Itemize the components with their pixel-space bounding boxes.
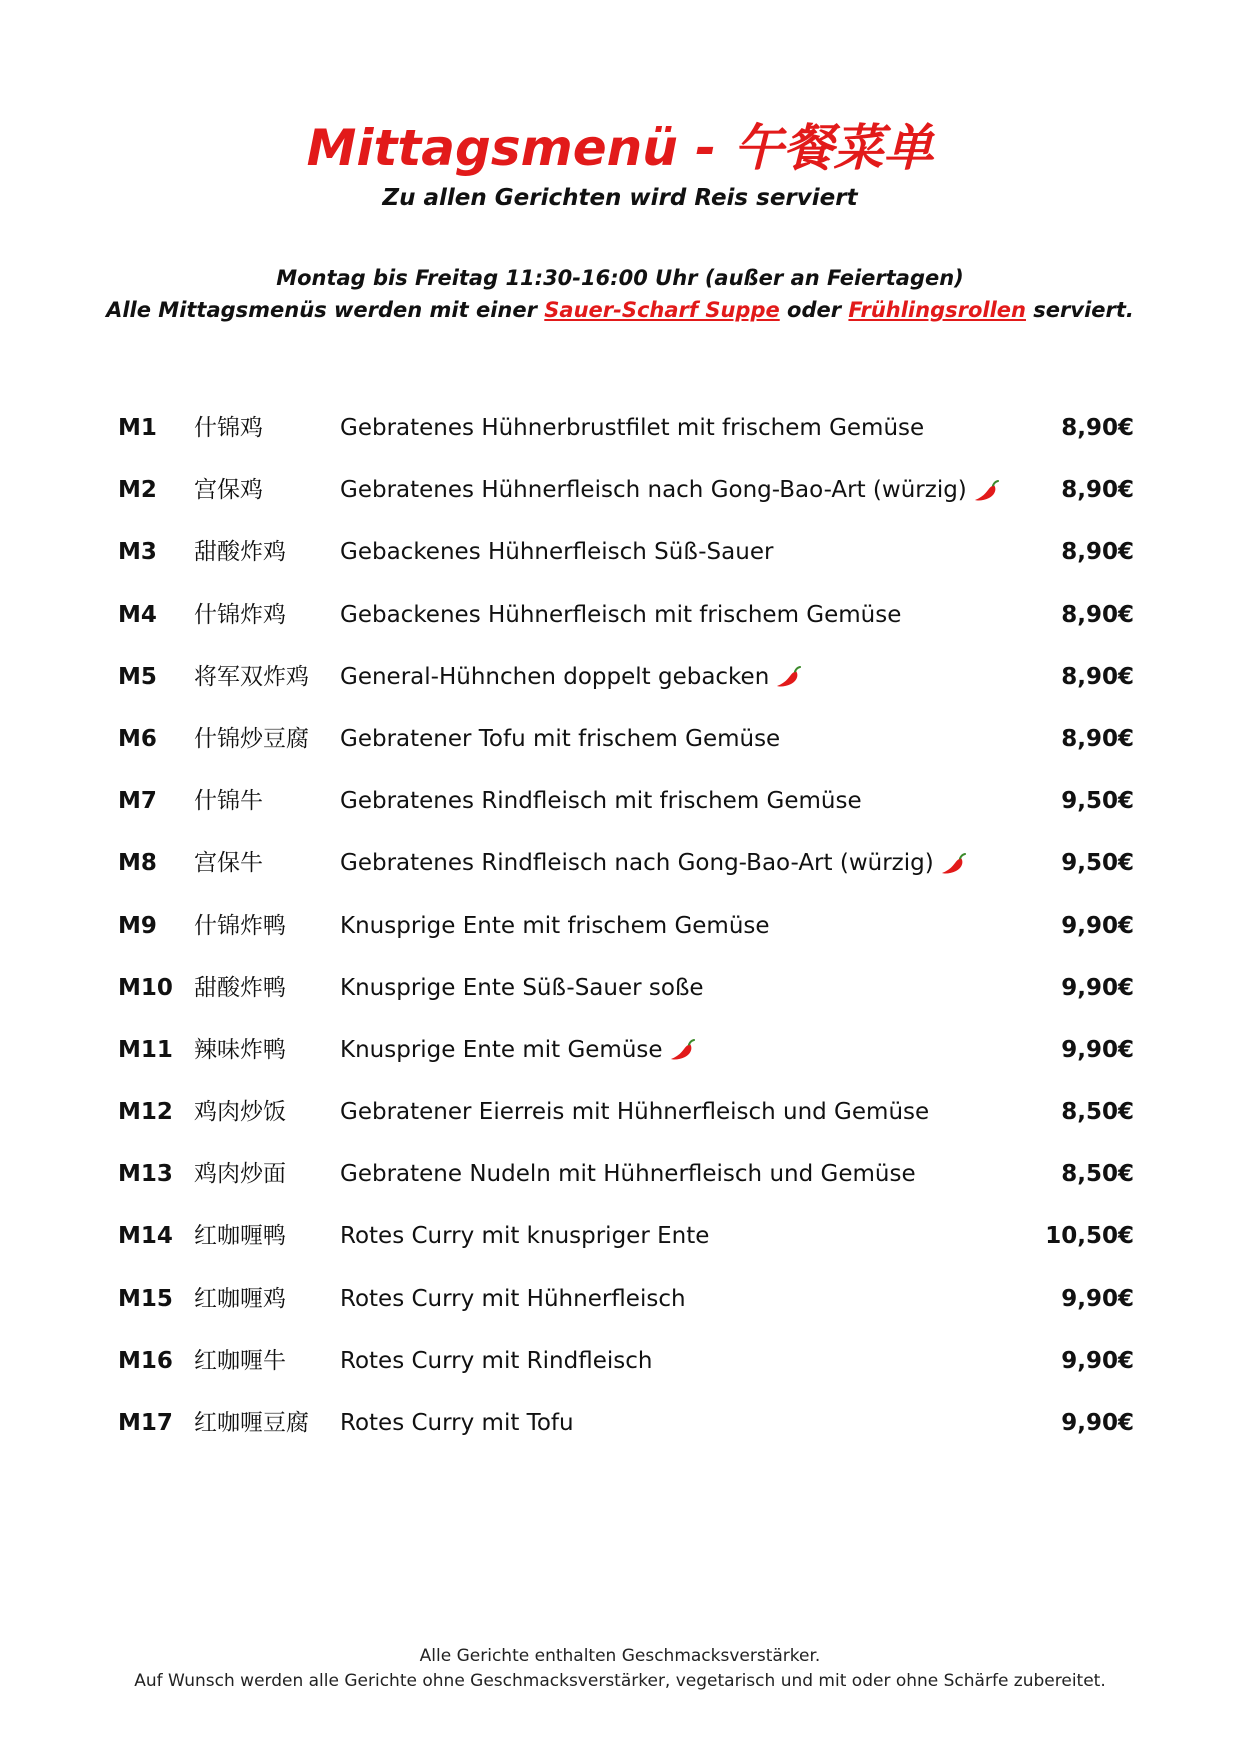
menu-item-description: [340, 459, 999, 521]
menu-item: [118, 584, 1134, 646]
menu-item: [118, 1392, 1134, 1454]
menu-item-description-text: Rotes Curry mit Tofu: [340, 1410, 574, 1436]
menu-item-price: 8,90€: [1061, 663, 1134, 690]
menu-item-description: [340, 1392, 574, 1454]
menu-item: [118, 459, 1134, 521]
menu-item-code: M13: [118, 1161, 173, 1188]
menu-item-description-text: Rotes Curry mit Hühnerfleisch: [340, 1285, 686, 1312]
info-block: [0, 262, 1240, 326]
menu-item-chinese-name: 宫保牛: [194, 850, 263, 877]
menu-item-description: [340, 521, 773, 583]
menu-item-code: M2: [118, 477, 157, 504]
spring-rolls-link: Frühlingsrollen: [848, 298, 1026, 322]
menu-item-chinese-name: 什锦炒豆腐: [194, 725, 309, 752]
page-title: Mittagsmenü - 午餐菜单: [306, 119, 934, 177]
menu-item: [118, 1019, 1134, 1081]
menu-item-code: M5: [118, 663, 157, 690]
menu-item-description: [340, 832, 966, 894]
menu-item-description: [340, 957, 704, 1019]
menu-item-price: 9,90€: [1061, 974, 1134, 1001]
menu-item-price: 8,90€: [1061, 725, 1134, 752]
menu-item-chinese-name: 什锦炸鸭: [194, 912, 286, 939]
menu-item: [118, 646, 1134, 708]
menu-item-code: M7: [118, 788, 157, 815]
menu-item-chinese-name: 鸡肉炒饭: [194, 1099, 286, 1126]
menu-item-description: [340, 1081, 929, 1143]
menu-item-code: M1: [118, 415, 157, 441]
menu-item-description-text: Gebratener Tofu mit frischem Gemüse: [340, 725, 781, 752]
menu-item-description: [340, 1143, 916, 1205]
menu-item-chinese-name: 甜酸炸鸭: [194, 974, 286, 1001]
menu-item-description: [340, 584, 901, 646]
footer-line-2: Auf Wunsch werden alle Gerichte ohne Geschmacksverstärker, vegetarisch und mit oder ohne Schärfe zubereitet.: [134, 1671, 1106, 1691]
menu-item-description-text: Gebratene Nudeln mit Hühnerfleisch und Gemüse: [340, 1161, 916, 1188]
menu-item-description-text: Gebratenes Rindfleisch mit frischem Gemüse: [340, 788, 862, 815]
menu-item-price: 9,90€: [1061, 912, 1134, 939]
page-subtitle: Zu allen Gerichten wird Reis serviert: [382, 185, 858, 211]
footer-note: [0, 1644, 1240, 1694]
menu-item-description-text: Gebratenes Rindfleisch nach Gong-Bao-Art (würzig): [340, 850, 934, 877]
menu-item-chinese-name: 红咖喱鸡: [194, 1285, 286, 1312]
menu-item-description-text: Knusprige Ente mit frischem Gemüse: [340, 912, 770, 939]
menu-item-code: M6: [118, 725, 157, 752]
menu-item-code: M14: [118, 1223, 173, 1250]
menu-item-description: [340, 646, 801, 708]
menu-item-price: 8,50€: [1061, 1161, 1134, 1188]
menu-item-chinese-name: 将军双炸鸡: [194, 663, 309, 690]
menu-item-description: [340, 1330, 652, 1392]
menu-item-chinese-name: 什锦炸鸡: [194, 601, 286, 628]
menu-item: [118, 708, 1134, 770]
soup-link: Sauer-Scharf Suppe: [544, 298, 780, 322]
menu-item-description-text: Gebratener Eierreis mit Hühnerfleisch und Gemüse: [340, 1099, 930, 1126]
menu-item-code: M4: [118, 601, 157, 628]
menu-item: [118, 1268, 1134, 1330]
menu-item: [118, 1205, 1134, 1267]
menu-item: [118, 521, 1134, 583]
menu-item-description-text: Gebackenes Hühnerfleisch mit frischem Gemüse: [340, 601, 902, 628]
opening-hours: Montag bis Freitag 11:30-16:00 Uhr (außer an Feiertagen): [276, 266, 964, 290]
menu-item-chinese-name: 红咖喱豆腐: [194, 1410, 309, 1436]
menu-item-chinese-name: 红咖喱牛: [194, 1347, 286, 1374]
menu-item-description-text: General-Hühnchen doppelt gebacken: [340, 663, 770, 690]
menu-item-code: M16: [118, 1347, 173, 1374]
menu-item-price: 9,50€: [1061, 788, 1134, 815]
menu-item: [118, 1143, 1134, 1205]
menu-item-code: M17: [118, 1410, 173, 1436]
menu-item-code: M11: [118, 1036, 173, 1063]
menu-item-description-text: Knusprige Ente mit Gemüse: [340, 1036, 663, 1063]
menu-item-chinese-name: 红咖喱鸭: [194, 1223, 286, 1250]
menu-item-code: M3: [118, 539, 157, 566]
chili-pepper-icon: [669, 1039, 695, 1061]
menu-item-description-text: Gebratenes Hühnerbrustfilet mit frischem Gemüse: [340, 415, 925, 441]
menu-item: [118, 1081, 1134, 1143]
menu-item-description: [340, 1019, 695, 1081]
menu-item: [118, 957, 1134, 1019]
menu-item-price: 8,90€: [1061, 477, 1134, 504]
menu-item: [118, 770, 1134, 832]
menu-item-price: 8,90€: [1061, 601, 1134, 628]
menu-item-description: [340, 708, 780, 770]
menu-item-price: 8,90€: [1061, 415, 1134, 441]
menu-item-chinese-name: 什锦鸡: [194, 415, 263, 441]
menu-item-description: [340, 1205, 709, 1267]
included-sides-line: [0, 294, 1240, 326]
menu-item-chinese-name: 鸡肉炒面: [194, 1161, 286, 1188]
menu-item: [118, 397, 1134, 459]
included-text-end: serviert.: [1025, 298, 1134, 322]
menu-item-description: [340, 770, 862, 832]
menu-item-description-text: Gebratenes Hühnerfleisch nach Gong-Bao-Art (würzig): [340, 477, 967, 504]
chili-pepper-icon: [775, 666, 801, 688]
menu-item-price: 9,90€: [1061, 1347, 1134, 1374]
menu-item-description-text: Rotes Curry mit Rindfleisch: [340, 1347, 653, 1374]
menu-item: [118, 1330, 1134, 1392]
menu-list: [118, 397, 1134, 1454]
menu-item-price: 9,50€: [1061, 850, 1134, 877]
menu-item-chinese-name: 甜酸炸鸡: [194, 539, 286, 566]
chili-pepper-icon: [973, 480, 999, 502]
menu-item-description: [340, 895, 770, 957]
menu-item-code: M10: [118, 974, 173, 1001]
menu-item-description: [340, 397, 924, 459]
menu-item-code: M8: [118, 850, 157, 877]
menu-item-price: 8,50€: [1061, 1099, 1134, 1126]
menu-item-chinese-name: 辣味炸鸭: [194, 1036, 286, 1063]
menu-item-price: 10,50€: [1045, 1223, 1134, 1250]
menu-item-price: 8,90€: [1061, 539, 1134, 566]
menu-item-code: M15: [118, 1285, 173, 1312]
footer-line-1: Alle Gerichte enthalten Geschmacksverstärker.: [419, 1646, 821, 1666]
menu-item-price: 9,90€: [1061, 1036, 1134, 1063]
menu-item-price: 9,90€: [1061, 1285, 1134, 1312]
menu-item-code: M12: [118, 1099, 173, 1126]
menu-item-description-text: Gebackenes Hühnerfleisch Süß-Sauer: [340, 539, 774, 566]
chili-pepper-icon: [940, 853, 966, 875]
menu-item-price: 9,90€: [1061, 1410, 1134, 1436]
included-text-start: Alle Mittagsmenüs werden mit einer: [106, 298, 545, 322]
menu-item-description-text: Knusprige Ente Süß-Sauer soße: [340, 974, 704, 1001]
menu-item: [118, 895, 1134, 957]
menu-item-chinese-name: 宫保鸡: [194, 477, 263, 504]
menu-item-description: [340, 1268, 686, 1330]
menu-item-description-text: Rotes Curry mit knuspriger Ente: [340, 1223, 710, 1250]
menu-item-chinese-name: 什锦牛: [194, 788, 263, 815]
included-text-middle: oder: [779, 298, 849, 322]
menu-item-code: M9: [118, 912, 157, 939]
menu-item: [118, 832, 1134, 894]
